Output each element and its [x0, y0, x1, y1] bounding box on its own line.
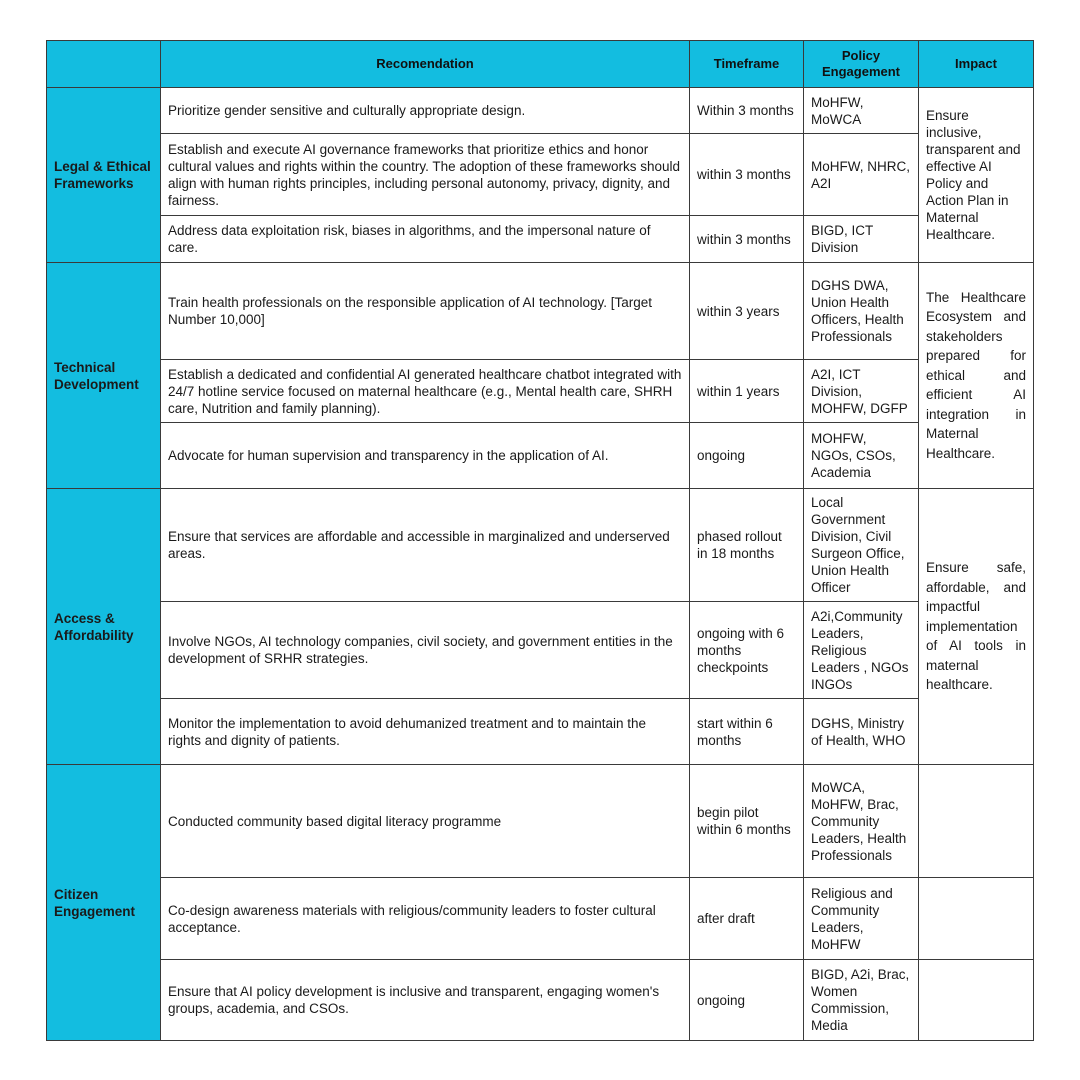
- recommendation-cell: Ensure that AI policy development is inclusive and transparent, engaging women's groups, academia, and CSOs.: [161, 960, 690, 1041]
- impact-empty-cell: [919, 960, 1034, 1041]
- timeframe-cell: within 3 months: [690, 216, 804, 263]
- timeframe-cell: Within 3 months: [690, 88, 804, 134]
- policy-cell: MoHFW, NHRC, A2I: [804, 134, 919, 216]
- timeframe-cell: ongoing: [690, 960, 804, 1041]
- recommendation-cell: Establish and execute AI governance frameworks that prioritize ethics and honor cultural values and rights within the country. The adoption of these frameworks should align with human rights principles, including personal autonomy, privacy, dignity, and fairness.: [161, 134, 690, 216]
- recommendation-cell: Involve NGOs, AI technology companies, civil society, and government entities in the development of SRHR strategies.: [161, 602, 690, 699]
- policy-cell: DGHS DWA, Union Health Officers, Health Professionals: [804, 263, 919, 360]
- section-citizen-engagement: Citizen Engagement: [47, 765, 161, 1041]
- policy-cell: Local Government Division, Civil Surgeon Office, Union Health Officer: [804, 489, 919, 602]
- table-row: [47, 134, 1034, 216]
- policy-cell: MOHFW, NGOs, CSOs, Academia: [804, 423, 919, 489]
- policy-cell: MoWCA, MoHFW, Brac, Community Leaders, Health Professionals: [804, 765, 919, 878]
- header-timeframe: Timeframe: [690, 41, 804, 88]
- impact-empty-cell: [919, 765, 1034, 878]
- impact-empty-cell: [919, 878, 1034, 960]
- table-row: [47, 360, 1034, 423]
- timeframe-cell: start within 6 months: [690, 699, 804, 765]
- policy-cell: Religious and Community Leaders, MoHFW: [804, 878, 919, 960]
- recommendation-cell: Ensure that services are affordable and accessible in marginalized and underserved areas.: [161, 489, 690, 602]
- timeframe-cell: after draft: [690, 878, 804, 960]
- table-row: [47, 489, 1034, 602]
- recommendations-table: [46, 40, 1034, 1041]
- recommendation-cell: Conducted community based digital literacy programme: [161, 765, 690, 878]
- timeframe-cell: begin pilot within 6 months: [690, 765, 804, 878]
- header-policy-engagement: Policy Engagement: [804, 41, 919, 88]
- timeframe-cell: within 3 years: [690, 263, 804, 360]
- table-row: [47, 216, 1034, 263]
- timeframe-cell: ongoing with 6 months checkpoints: [690, 602, 804, 699]
- table-row: [47, 263, 1034, 360]
- timeframe-cell: within 1 years: [690, 360, 804, 423]
- header-category: [47, 41, 161, 88]
- section-access-affordability: Access & Affordability: [47, 489, 161, 765]
- table-row: [47, 423, 1034, 489]
- policy-cell: A2I, ICT Division, MOHFW, DGFP: [804, 360, 919, 423]
- recommendation-cell: Co-design awareness materials with religious/community leaders to foster cultural acceptance.: [161, 878, 690, 960]
- table-row: [47, 765, 1034, 878]
- recommendation-cell: Prioritize gender sensitive and culturally appropriate design.: [161, 88, 690, 134]
- header-row: [47, 41, 1034, 88]
- policy-cell: A2i,Community Leaders, Religious Leaders , NGOs INGOs: [804, 602, 919, 699]
- recommendation-cell: Monitor the implementation to avoid dehumanized treatment and to maintain the rights and dignity of patients.: [161, 699, 690, 765]
- header-impact: Impact: [919, 41, 1034, 88]
- recommendation-cell: Establish a dedicated and confidential AI generated healthcare chatbot integrated with 24/7 hotline service focused on maternal healthcare (e.g., Mental health care, SHRH care, Nutrition and family planning).: [161, 360, 690, 423]
- policy-cell: BIGD, ICT Division: [804, 216, 919, 263]
- table-row: [47, 699, 1034, 765]
- policy-cell: BIGD, A2i, Brac, Women Commission, Media: [804, 960, 919, 1041]
- timeframe-cell: ongoing: [690, 423, 804, 489]
- timeframe-cell: within 3 months: [690, 134, 804, 216]
- header-recommendation: Recomendation: [161, 41, 690, 88]
- table-row: [47, 960, 1034, 1041]
- table-row: [47, 88, 1034, 134]
- recommendation-cell: Advocate for human supervision and transparency in the application of AI.: [161, 423, 690, 489]
- policy-cell: DGHS, Ministry of Health, WHO: [804, 699, 919, 765]
- table-row: [47, 878, 1034, 960]
- impact-technical-development: The Healthcare Ecosystem and stakeholders prepared for ethical and efficient AI integration in Maternal Healthcare.: [919, 263, 1034, 489]
- policy-cell: MoHFW, MoWCA: [804, 88, 919, 134]
- recommendation-cell: Address data exploitation risk, biases in algorithms, and the impersonal nature of care.: [161, 216, 690, 263]
- section-technical-development: Technical Development: [47, 263, 161, 489]
- timeframe-cell: phased rollout in 18 months: [690, 489, 804, 602]
- impact-access-affordability: Ensure safe, affordable, and impactful implementation of AI tools in maternal healthcare.: [919, 489, 1034, 765]
- table-row: [47, 602, 1034, 699]
- recommendation-cell: Train health professionals on the responsible application of AI technology. [Target Number 10,000]: [161, 263, 690, 360]
- section-legal-ethical: Legal & Ethical Frameworks: [47, 88, 161, 263]
- impact-legal-ethical: Ensure inclusive, transparent and effective AI Policy and Action Plan in Maternal Healthcare.: [919, 88, 1034, 263]
